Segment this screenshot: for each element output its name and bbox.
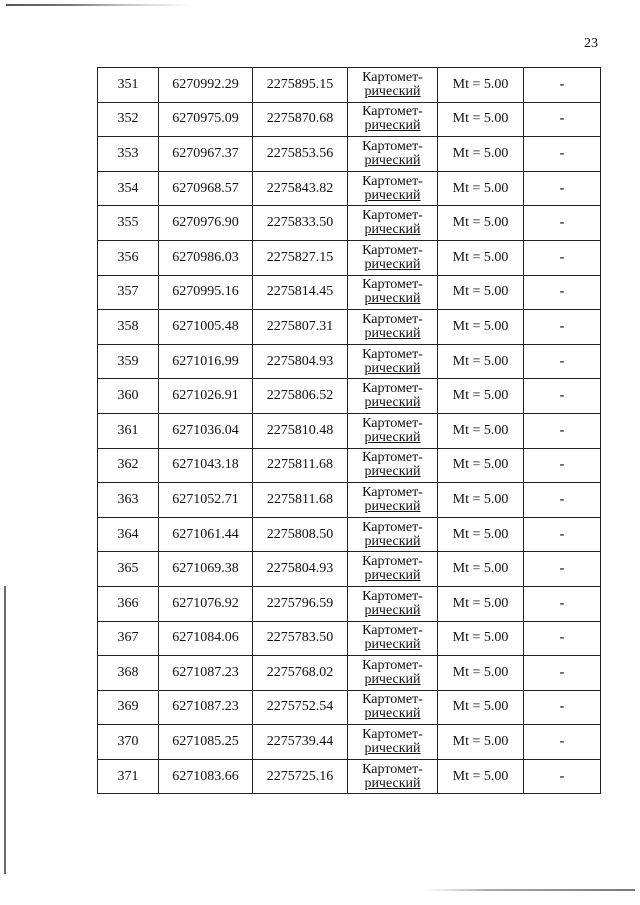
method-cell (348, 275, 438, 310)
point-number-cell: 352 (98, 102, 159, 137)
x-coordinate-cell: 6270975.09 (159, 102, 253, 137)
y-coordinate-cell: 2275833.50 (253, 206, 348, 241)
point-number-cell: 362 (98, 448, 159, 483)
y-coordinate-cell: 2275811.68 (253, 483, 348, 518)
x-coordinate-cell: 6271083.66 (159, 759, 253, 794)
precision-cell: Mt = 5.00 (438, 137, 524, 172)
point-number-cell: 353 (98, 137, 159, 172)
method-line-1: Картомет- (362, 657, 423, 673)
note-cell: - (524, 586, 601, 621)
y-coordinate-cell: 2275895.15 (253, 68, 348, 103)
method-cell (348, 379, 438, 414)
note-cell: - (524, 690, 601, 725)
point-number-cell: 369 (98, 690, 159, 725)
precision-cell: Mt = 5.00 (438, 275, 524, 310)
x-coordinate-cell: 6270968.57 (159, 171, 253, 206)
table-row (98, 759, 601, 794)
method-cell (348, 448, 438, 483)
precision-cell: Mt = 5.00 (438, 759, 524, 794)
method-line-1: Картомет- (362, 415, 423, 431)
method-line-2: рический (364, 602, 421, 618)
method-cell (348, 206, 438, 241)
note-cell: - (524, 206, 601, 241)
method-line-1: Картомет- (362, 484, 423, 500)
precision-cell: Mt = 5.00 (438, 621, 524, 656)
x-coordinate-cell: 6271016.99 (159, 344, 253, 379)
y-coordinate-cell: 2275796.59 (253, 586, 348, 621)
table-row (98, 656, 601, 691)
method-line-2: рический (364, 706, 421, 722)
method-cell (348, 725, 438, 760)
method-cell (348, 240, 438, 275)
table-row (98, 621, 601, 656)
precision-cell: Mt = 5.00 (438, 517, 524, 552)
method-line-1: Картомет- (362, 138, 423, 154)
note-cell: - (524, 275, 601, 310)
method-line-1: Картомет- (362, 173, 423, 189)
table-row (98, 137, 601, 172)
precision-cell: Mt = 5.00 (438, 586, 524, 621)
note-cell: - (524, 137, 601, 172)
method-line-1: Картомет- (362, 692, 423, 708)
method-line-1: Картомет- (362, 346, 423, 362)
method-line-2: рический (364, 291, 421, 307)
method-cell (348, 759, 438, 794)
note-cell: - (524, 517, 601, 552)
point-number-cell: 370 (98, 725, 159, 760)
point-number-cell: 364 (98, 517, 159, 552)
scan-artifact-top (6, 4, 191, 6)
method-cell (348, 483, 438, 518)
table-row (98, 310, 601, 345)
method-line-1: Картомет- (362, 69, 423, 85)
x-coordinate-cell: 6270995.16 (159, 275, 253, 310)
x-coordinate-cell: 6271005.48 (159, 310, 253, 345)
scan-artifact-left (4, 586, 6, 874)
note-cell: - (524, 310, 601, 345)
method-line-2: рический (364, 671, 421, 687)
point-number-cell: 357 (98, 275, 159, 310)
precision-cell: Mt = 5.00 (438, 483, 524, 518)
x-coordinate-cell: 6271052.71 (159, 483, 253, 518)
method-line-2: рический (364, 741, 421, 757)
table-row (98, 586, 601, 621)
y-coordinate-cell: 2275807.31 (253, 310, 348, 345)
table-row (98, 275, 601, 310)
method-line-2: рический (364, 568, 421, 584)
point-number-cell: 360 (98, 379, 159, 414)
coordinates-table (97, 67, 601, 794)
method-line-1: Картомет- (362, 381, 423, 397)
method-line-1: Картомет- (362, 623, 423, 639)
x-coordinate-cell: 6271061.44 (159, 517, 253, 552)
precision-cell: Mt = 5.00 (438, 552, 524, 587)
method-cell (348, 517, 438, 552)
point-number-cell: 371 (98, 759, 159, 794)
note-cell: - (524, 656, 601, 691)
coordinates-table-body (98, 68, 601, 794)
y-coordinate-cell: 2275725.16 (253, 759, 348, 794)
note-cell: - (524, 621, 601, 656)
method-cell (348, 344, 438, 379)
point-number-cell: 368 (98, 656, 159, 691)
method-line-1: Картомет- (362, 277, 423, 293)
method-line-1: Картомет- (362, 311, 423, 327)
precision-cell: Mt = 5.00 (438, 240, 524, 275)
point-number-cell: 356 (98, 240, 159, 275)
method-line-2: рический (364, 637, 421, 653)
x-coordinate-cell: 6271085.25 (159, 725, 253, 760)
point-number-cell: 351 (98, 68, 159, 103)
note-cell: - (524, 68, 601, 103)
table-row (98, 240, 601, 275)
y-coordinate-cell: 2275814.45 (253, 275, 348, 310)
method-line-2: рический (364, 83, 421, 99)
y-coordinate-cell: 2275827.15 (253, 240, 348, 275)
y-coordinate-cell: 2275810.48 (253, 413, 348, 448)
note-cell: - (524, 725, 601, 760)
method-line-2: рический (364, 152, 421, 168)
y-coordinate-cell: 2275808.50 (253, 517, 348, 552)
precision-cell: Mt = 5.00 (438, 413, 524, 448)
method-line-1: Картомет- (362, 450, 423, 466)
note-cell: - (524, 379, 601, 414)
method-line-1: Картомет- (362, 208, 423, 224)
y-coordinate-cell: 2275783.50 (253, 621, 348, 656)
precision-cell: Mt = 5.00 (438, 344, 524, 379)
method-line-2: рический (364, 187, 421, 203)
point-number-cell: 366 (98, 586, 159, 621)
method-cell (348, 68, 438, 103)
x-coordinate-cell: 6270992.29 (159, 68, 253, 103)
point-number-cell: 355 (98, 206, 159, 241)
y-coordinate-cell: 2275752.54 (253, 690, 348, 725)
method-cell (348, 656, 438, 691)
method-line-1: Картомет- (362, 588, 423, 604)
table-row (98, 68, 601, 103)
y-coordinate-cell: 2275804.93 (253, 344, 348, 379)
table-row (98, 725, 601, 760)
table-row (98, 344, 601, 379)
point-number-cell: 363 (98, 483, 159, 518)
table-row (98, 690, 601, 725)
table-row (98, 517, 601, 552)
table-row (98, 483, 601, 518)
precision-cell: Mt = 5.00 (438, 102, 524, 137)
y-coordinate-cell: 2275843.82 (253, 171, 348, 206)
method-line-2: рический (364, 395, 421, 411)
y-coordinate-cell: 2275811.68 (253, 448, 348, 483)
method-line-2: рический (364, 775, 421, 791)
note-cell: - (524, 344, 601, 379)
y-coordinate-cell: 2275804.93 (253, 552, 348, 587)
method-cell (348, 690, 438, 725)
precision-cell: Mt = 5.00 (438, 171, 524, 206)
table-row (98, 379, 601, 414)
method-line-2: рический (364, 256, 421, 272)
method-line-1: Картомет- (362, 554, 423, 570)
note-cell: - (524, 171, 601, 206)
method-line-2: рический (364, 498, 421, 514)
precision-cell: Mt = 5.00 (438, 448, 524, 483)
x-coordinate-cell: 6270976.90 (159, 206, 253, 241)
note-cell: - (524, 759, 601, 794)
method-cell (348, 413, 438, 448)
precision-cell: Mt = 5.00 (438, 656, 524, 691)
method-line-1: Картомет- (362, 519, 423, 535)
method-line-2: рический (364, 533, 421, 549)
note-cell: - (524, 448, 601, 483)
method-line-2: рический (364, 222, 421, 238)
method-cell (348, 310, 438, 345)
precision-cell: Mt = 5.00 (438, 725, 524, 760)
x-coordinate-cell: 6271043.18 (159, 448, 253, 483)
point-number-cell: 365 (98, 552, 159, 587)
method-line-2: рический (364, 429, 421, 445)
method-line-2: рический (364, 325, 421, 341)
point-number-cell: 367 (98, 621, 159, 656)
y-coordinate-cell: 2275806.52 (253, 379, 348, 414)
note-cell: - (524, 552, 601, 587)
table-row (98, 102, 601, 137)
method-cell (348, 102, 438, 137)
method-line-1: Картомет- (362, 242, 423, 258)
point-number-cell: 361 (98, 413, 159, 448)
x-coordinate-cell: 6271076.92 (159, 586, 253, 621)
table-row (98, 171, 601, 206)
note-cell: - (524, 102, 601, 137)
x-coordinate-cell: 6270986.03 (159, 240, 253, 275)
method-cell (348, 586, 438, 621)
table-row (98, 413, 601, 448)
precision-cell: Mt = 5.00 (438, 379, 524, 414)
method-line-2: рический (364, 464, 421, 480)
y-coordinate-cell: 2275853.56 (253, 137, 348, 172)
method-cell (348, 137, 438, 172)
page-number: 23 (584, 36, 598, 51)
precision-cell: Mt = 5.00 (438, 206, 524, 241)
y-coordinate-cell: 2275870.68 (253, 102, 348, 137)
precision-cell: Mt = 5.00 (438, 310, 524, 345)
note-cell: - (524, 483, 601, 518)
method-cell (348, 621, 438, 656)
point-number-cell: 358 (98, 310, 159, 345)
method-cell (348, 552, 438, 587)
scan-artifact-bottom (425, 889, 635, 891)
method-line-1: Картомет- (362, 727, 423, 743)
method-line-1: Картомет- (362, 761, 423, 777)
note-cell: - (524, 413, 601, 448)
precision-cell: Mt = 5.00 (438, 690, 524, 725)
method-line-2: рический (364, 118, 421, 134)
table-row (98, 552, 601, 587)
y-coordinate-cell: 2275739.44 (253, 725, 348, 760)
y-coordinate-cell: 2275768.02 (253, 656, 348, 691)
x-coordinate-cell: 6271036.04 (159, 413, 253, 448)
x-coordinate-cell: 6271026.91 (159, 379, 253, 414)
table-row (98, 206, 601, 241)
x-coordinate-cell: 6271069.38 (159, 552, 253, 587)
method-cell (348, 171, 438, 206)
point-number-cell: 359 (98, 344, 159, 379)
x-coordinate-cell: 6271087.23 (159, 690, 253, 725)
method-line-2: рический (364, 360, 421, 376)
table-row (98, 448, 601, 483)
x-coordinate-cell: 6271087.23 (159, 656, 253, 691)
method-line-1: Картомет- (362, 104, 423, 120)
precision-cell: Mt = 5.00 (438, 68, 524, 103)
point-number-cell: 354 (98, 171, 159, 206)
x-coordinate-cell: 6270967.37 (159, 137, 253, 172)
note-cell: - (524, 240, 601, 275)
x-coordinate-cell: 6271084.06 (159, 621, 253, 656)
